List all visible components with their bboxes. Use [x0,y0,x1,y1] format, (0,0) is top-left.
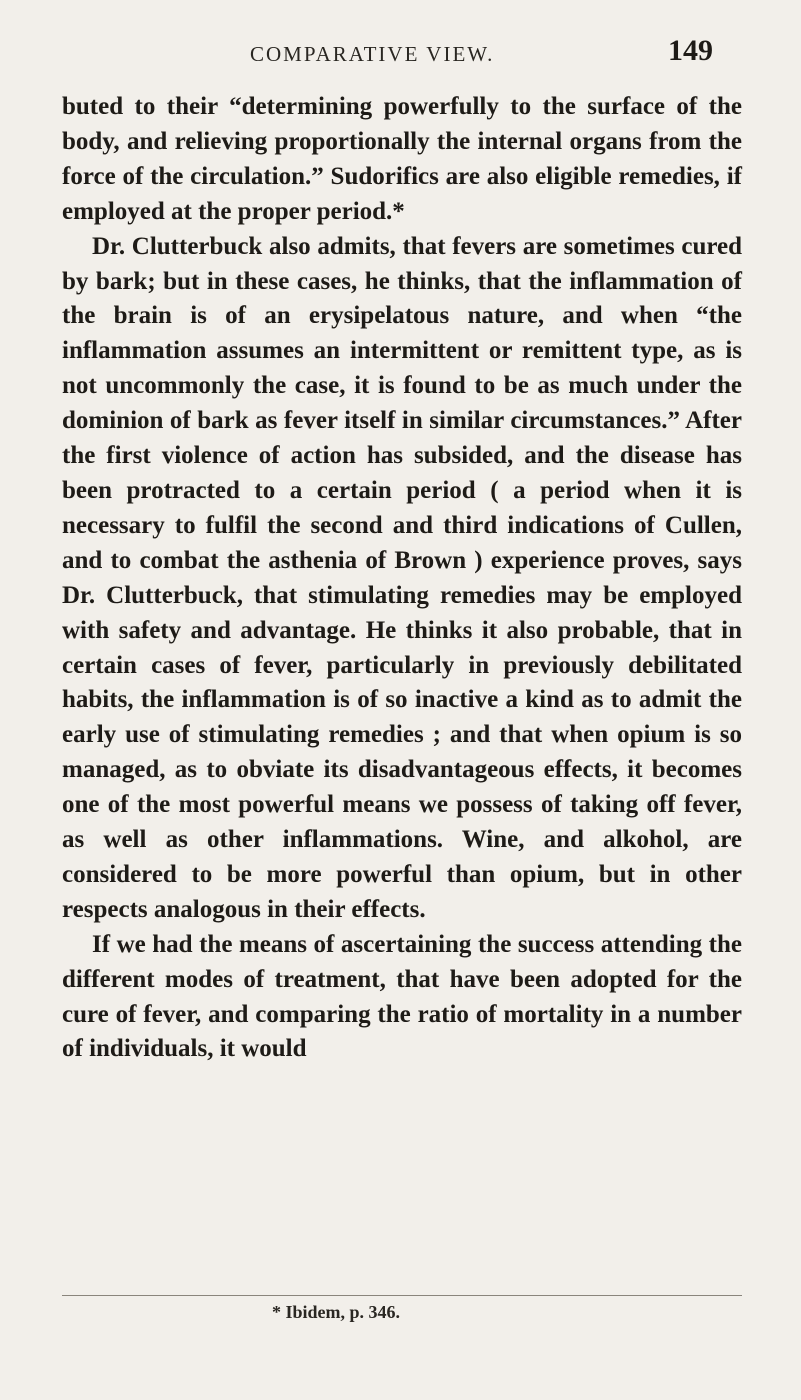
running-head-title: COMPARATIVE VIEW. [250,42,495,66]
paragraph-ascertaining: If we had the means of ascertaining the success attending the different modes of treatment, that have been adopted for the cure of fever, and comparing the ratio of mortality in a number of individuals, it would [62,930,742,1063]
running-head [250,32,720,72]
paragraph-clutterbuck: Dr. Clutterbuck also admits, that fevers are sometimes cured by bark; but in these cases, he thinks, that the inflammation of the brain is of an erysipelatous nature, and when “the inflammation assumes an intermittent or remittent type, as is not uncommonly the case, it is found to be as much under the dominion of bark as fever itself in similar circumstances.” After the first violence of action has subsided, and the disease has been protracted to a certain period ( a period when it is necessary to fulfil the second and third indications of Cullen, and to combat the asthenia of Brown ) experience proves, says Dr. Clutterbuck, that stimulating remedies may be employed with safety and advantage. He thinks it also probable, that in certain cases of fever, particularly in previously debilitated habits, the inflammation is of so inactive a kind as to admit the early use of stimulating remedies ; and that when opium is so managed, as to obviate its disadvantageous effects, it becomes one of the most powerful means we possess of taking off fever, as well as other inflammations. Wine, and alkohol, are considered to be more powerful than opium, but in other respects analogous in their effects. [62,232,742,923]
paragraph-continuation: buted to their “determining powerfully to the surface of the body, and relieving proportionally the internal organs from the force of the circulation.” Sudorifics are also eligible remedies, if employed at the proper period.* [62,93,742,225]
footnote: * Ibidem, p. 346. [272,1302,401,1322]
footnote-rule [62,1295,742,1296]
page-number: 149 [668,34,713,67]
body-text [62,90,742,1067]
